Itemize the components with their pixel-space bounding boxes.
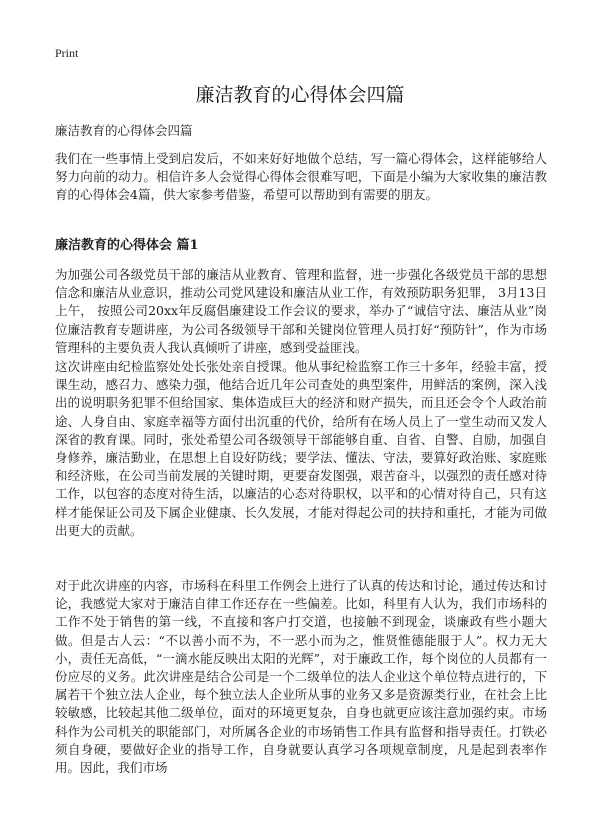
body-paragraph-1: 为加强公司各级党员干部的廉洁从业教育、管理和监督，进一步强化各级党员干部的思想信念和廉洁从业意识，推动公司党风建设和廉洁从业工作，有效预防职务犯罪， 3月13日上午， 按照公司20xx年反腐倡廉建设工作会议的要求，举办了“诚信守法、廉洁从业”岗位廉洁教育专题讲座，为公司各级领导干部和关键岗位管理人员打好“预防针”，作为市场管理科的主要负责人我认真倾听了讲座，感到受益匪浅。 bbox=[55, 267, 547, 355]
body-paragraph-2: 这次讲座由纪检监察处处长张处亲自授课。他从事纪检监察工作三十多年，经验丰富，授课生动，感召力、感染力强，他结合近几年公司查处的典型案件，用鲜活的案例，深入浅出的说明职务犯罪不但给国家、集体造成巨大的经济和财产损失，而且还会令个人政治前途、人身自由、家庭幸福等方面付出沉重的代价，给所有在场人员上了一堂生动而又发人深省的教育课。同时，张处希望公司各级领导干部能够自重、自省、自警、自励，加强自身修养，廉洁勤业，在思想上自设好防线；要学法、懂法、守法，要算好政治账、家庭账和经济账，在公司当前发展的关键时期，更要奋发图强，艰苦奋斗，以强烈的责任感对待工作，以包容的态度对待生活，以廉洁的心态对待职权，以平和的心情对待自己，只有这样才能保证公司及下属企业健康、长久发展，才能对得起公司的扶持和重托，才能为司做出更大的贡献。 bbox=[55, 359, 547, 538]
document-subtitle: 廉洁教育的心得体会四篇 bbox=[55, 123, 193, 138]
print-button[interactable]: Print bbox=[55, 46, 79, 60]
page-title: 廉洁教育的心得体会四篇 bbox=[195, 84, 405, 106]
section-heading: 廉洁教育的心得体会 篇1 bbox=[55, 238, 199, 253]
intro-paragraph: 我们在一些事情上受到启发后，不如来好好地做个总结，写一篇心得体会，这样能够给人努力向前的动力。相信许多人会觉得心得体会很难写吧，下面是小编为大家收集的廉洁教育的心得体会4篇，供大家参考借鉴，希望可以帮助到有需要的朋友。 bbox=[55, 151, 547, 203]
body-paragraph-3: 对于此次讲座的内容，市场科在科里工作例会上进行了认真的传达和讨论，通过传达和讨论，我感觉大家对于廉洁自律工作还存在一些偏差。比如，科里有人认为，我们市场科的工作不处于销售的第一线，不直接和客户打交道，也接触不到现金，谈廉政有些小题大做。但是古人云：“不以善小而不为，不一恶小而为之，惟贤惟德能服于人”。权力无大小，责任无高低，“一滴水能反映出太阳的光辉”，对于廉政工作，每个岗位的人员都有一份应尽的义务。此次讲座是结合公司是一个二级单位的法人企业这个单位特点进行的，下属若干个独立法人企业，每个独立法人企业所从事的业务又多是资源类行业，在社会上比较敏感，比较起其他二级单位，面对的环境更复杂，自身也就更应该注意加强约束。市场科作为公司机关的职能部门，对所属各企业的市场销售工作具有监督和指导责任。打铁必须自身硬，要做好企业的指导工作，自身就要认真学习各项规章制度，凡是起到表率作用。因此，我们市场 bbox=[55, 578, 547, 776]
